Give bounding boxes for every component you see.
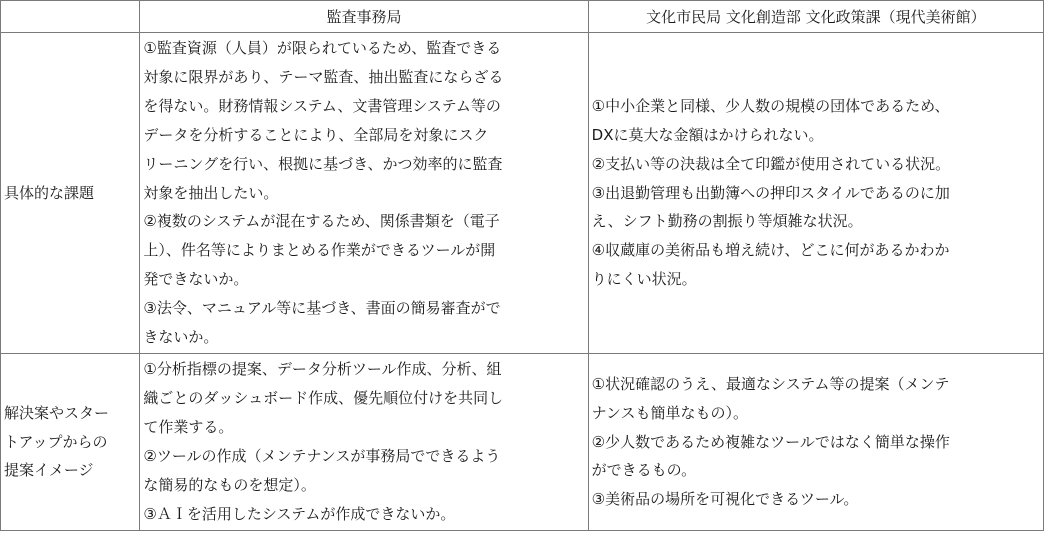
cell-culture-proposals: [588, 354, 1043, 531]
text-line: きないか。: [143, 328, 219, 347]
header-cell-audit-office: 監査事務局: [140, 1, 588, 33]
text-line: 具体的な課題: [4, 183, 95, 202]
row-label-issues: [1, 33, 140, 354]
text-line: 対象に限界があり、テーマ監査、抽出監査にならざる: [143, 67, 504, 86]
text-line: 対象を抽出したい。: [143, 183, 279, 202]
row-label-text: [4, 399, 139, 486]
text-line: ②ツールの作成（メンテナンスが事務局でできるよう: [143, 447, 501, 465]
row-label-text: [4, 179, 139, 208]
text-line: ③法令、マニュアル等に基づき、書面の簡易審査がで: [143, 299, 501, 318]
text-line: DXに莫大な金額はかけられない。: [591, 125, 824, 144]
text-line: ③美術品の場所を可視化できるツール。: [591, 490, 859, 509]
table-row: [1, 33, 1044, 354]
text-line: 発できないか。: [143, 270, 249, 289]
text-line: ができるもの。: [591, 461, 697, 480]
text-line: な簡易的なものを想定）。: [143, 475, 316, 494]
text-line: 解決案やスター: [4, 403, 110, 422]
header-cell-empty: [1, 1, 140, 33]
text-line: データを分析することにより、全部局を対象にスク: [143, 125, 489, 144]
cell-audit-issues: [140, 33, 588, 354]
text-line: ④収蔵庫の美術品も増え続け、どこに何があるかわか: [591, 241, 950, 260]
table-row: [1, 354, 1044, 531]
cell-culture-issues: [588, 33, 1043, 354]
row-label-proposals: [1, 354, 140, 531]
text-line: ①中小企業と同様、少人数の規模の団体であるため、: [591, 96, 950, 115]
text-line: りにくい状況。: [591, 270, 697, 289]
text-line: ②支払い等の決裁は全て印鑑が使用されている状況。: [591, 154, 951, 173]
text-line: ナンスも簡単なもの）。: [591, 403, 748, 422]
header-cell-culture-policy: 文化市民局 文化創造部 文化政策課（現代美術館）: [588, 1, 1043, 33]
text-line: ②少人数であるため複雑なツールではなく簡単な操作: [591, 432, 950, 451]
text-line: ②複数のシステムが混在するため、関係書類を（電子: [143, 212, 500, 231]
text-line: ①状況確認のうえ、最適なシステム等の提案（メンテ: [591, 374, 950, 393]
text-line: ③ＡＩを活用したシステムが作成できないか。: [143, 504, 456, 523]
text-line: ③出退勤管理も出勤簿への押印スタイルであるのに加: [591, 183, 950, 202]
text-line: 上）、件名等によりまとめる作業ができるツールが開: [143, 241, 496, 260]
text-line: を得ない。財務情報システム、文書管理システム等の: [143, 96, 501, 115]
text-line: 織ごとのダッシュボード作成、優先順位付けを共同し: [143, 389, 504, 408]
cell-audit-proposals: [140, 354, 588, 531]
text-line: 提案イメージ: [4, 461, 94, 480]
text-line: ①分析指標の提案、データ分析ツール作成、分析、組: [143, 360, 502, 379]
text-line: トアップからの: [4, 432, 108, 451]
text-line: え、シフト勤務の割振り等煩雑な状況。: [591, 212, 863, 231]
text-line: て作業する。: [143, 418, 234, 437]
header-row: [1, 1, 1044, 33]
text-line: ①監査資源（人員）が限られているため、監査できる: [143, 39, 502, 58]
text-line: リーニングを行い、根拠に基づき、かつ効率的に監査: [143, 154, 503, 173]
